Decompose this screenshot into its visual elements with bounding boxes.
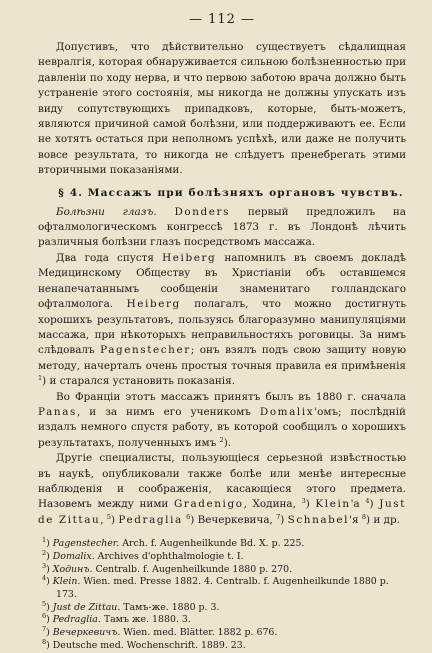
author-heiberg: Heiberg — [162, 251, 217, 264]
footnote-author: Pedraglia. — [52, 614, 101, 626]
footnote-author: Ходинъ. — [52, 563, 93, 575]
paragraph-text: ) и старался установить показанія. — [42, 375, 235, 388]
footnote-text: Тамъ же. 1880. 3. — [100, 614, 191, 626]
footnote-number: 4 — [42, 574, 47, 583]
author-pedraglia: Pedraglia — [118, 513, 183, 526]
footnote-text: Archives d'ophthalmologie t. I. — [94, 550, 244, 562]
footnote-ref: 8 — [361, 512, 366, 521]
paragraph-text: , и за нимъ его ученикомъ — [76, 405, 260, 418]
author-just-de-zittau: Just de Zittau — [38, 498, 406, 526]
footnote-author: Klein. — [52, 576, 81, 588]
paragraph-text: полагалъ, что можно достигнуть хорошихъ результатовъ, пользуясь благоразумно манипуляціями массажа, при нѣкоторыхъ неправильностяхъ роговицы. За нимъ слѣдовалъ — [38, 298, 407, 357]
paragraph-text: 'я — [349, 513, 362, 526]
footnotes — [38, 538, 406, 652]
paragraph-france — [38, 390, 406, 452]
footnote-number: 2 — [42, 548, 47, 557]
paragraph-text: Два года спустя — [56, 251, 163, 264]
paragraph-text: , Ходина, — [243, 498, 302, 511]
paragraph-text: ) — [111, 513, 119, 526]
footnote-text: Wien. med. Presse 1882. 4. Centralb. f. Augenheilkunde 1880 p. 173. — [56, 576, 389, 600]
footnote-number: 1 — [42, 536, 47, 545]
paragraph-text: Другіе специалисты, пользующіеся серьезной извѣстностью въ наукѣ, опубликовали также болѣе или менѣе интересные наблюденія и соображенія, касающіеся этого предмета. Назовемъ между ними — [38, 452, 406, 511]
footnote-number: 5 — [42, 599, 47, 608]
author-klein: Klein — [315, 498, 351, 511]
footnote-number: 3 — [42, 561, 47, 570]
author-pagenstecher: Pagenstecher — [100, 344, 191, 357]
footnote: $^7$) Вечеркевичъ. Wien. med. Blätter. 1882 p. 676. — [42, 625, 278, 639]
paragraph-text: 'а — [350, 498, 366, 511]
footnote-author: Just de Zittau. — [52, 601, 121, 613]
author-donders: Donders — [174, 205, 231, 218]
footnote-author: Pagenstecher. — [52, 538, 120, 550]
footnote-author: Domalix. — [52, 550, 95, 562]
footnote: $^6$) Pedraglia. Тамъ же. 1880. 3. — [42, 612, 191, 626]
paragraph-text: , — [100, 513, 107, 526]
footnote-ref: 3 — [301, 497, 306, 506]
author-domalix: Domalix — [259, 405, 315, 418]
paragraph-text: Во Франціи этотъ массажъ принятъ былъ въ 1880 г. сначала — [56, 390, 406, 403]
footnote-ref: 1 — [38, 374, 43, 383]
paragraph-text: ). — [223, 436, 232, 449]
footnote: $^1$) Pagenstecher. Arch. f. Augenheilkunde Bd. X. p. 225. — [42, 536, 305, 550]
footnote-ref: 6 — [186, 512, 191, 521]
footnote-ref: 4 — [365, 497, 370, 506]
paragraph-others — [38, 451, 406, 528]
footnote-ref: 5 — [106, 512, 112, 521]
page-number: — 112 — — [188, 12, 256, 27]
author-gradenigo: Gradenigo — [173, 498, 244, 511]
paragraph-sciatica: Допустивъ, что дѣйствительно существуетъ сѣдалищная невралгія, которая обнаруживается сильною болѣзненностью при давленіи по ходу нерва, и что первою заботою врача должно быть устраненіе этого состоянія, мы никогда не должны упускать изъ виду сопутствующихъ припадковъ, которые, быть-можетъ, являются причиной самой болѣзни, или поддерживаютъ ее. Если не хотятъ остаться при неполномъ успѣхѣ, или даже не получить вовсе результата, то никогда не слѣдуетъ пренебрегать этими вторичными показаніями. — [38, 41, 406, 177]
paragraph-heiberg — [38, 251, 406, 390]
paragraph-text: 'омъ; послѣдній издалъ немного спустя работу, въ которой сообщилъ о хорошихъ результатахъ, полученныхъ имъ — [38, 405, 406, 449]
footnote-ref: 7 — [276, 512, 281, 521]
paragraph-text: ; онъ взялъ подъ свою защиту новую методу, начерталъ очень простыя точныя правила ея примѣненія — [38, 344, 406, 372]
paragraph-text: ) Вечеркевича, — [190, 513, 277, 526]
footnote-author: Вечеркевичъ. — [52, 627, 121, 639]
footnote: $^2$) Domalix. Archives d'ophthalmologie t. I. — [42, 548, 244, 562]
paragraph-donders — [38, 205, 406, 251]
footnote: $^5$) Just de Zittau. Тамъ-же. 1880 p. 3. — [42, 599, 220, 613]
author-schnabel: Schnabel — [287, 513, 350, 526]
author-heiberg: Heiberg — [126, 298, 181, 311]
paragraph-text: ) и др. — [365, 513, 400, 526]
author-panas: Panas — [38, 405, 77, 418]
footnote: $^3$) Ходинъ. Centralb. f. Augenheilkunde 1880 p. 270. — [42, 561, 293, 575]
section-title: § 4. Массажъ при болѣзняхъ органовъ чувствъ. — [58, 186, 404, 199]
footnote-ref: 2 — [219, 435, 224, 444]
footnote-number: 6 — [42, 612, 47, 621]
footnote-text: Wien. med. Blätter. 1882 p. 676. — [120, 627, 278, 639]
footnote-number: 7 — [42, 625, 47, 634]
footnote-text: Тамъ-же. 1880 p. 3. — [120, 601, 220, 613]
footnote: $^4$) Klein. Wien. med. Presse 1882. 4. Centralb. f. Augenheilkunde 1880 p. 173. — [42, 574, 389, 600]
footnote-text: Centralb. f. Augenheilkunde 1880 p. 270. — [92, 563, 293, 575]
eye-diseases-heading: Болѣзни глазъ. — [56, 205, 157, 218]
paragraph-text: ) — [305, 498, 316, 511]
paragraph-text: ) — [369, 498, 380, 511]
paragraph-text: ) — [280, 513, 288, 526]
paragraph-text: первый предложилъ на офталмологическомъ конгрессѣ 1873 г. въ Лондонѣ лѣчить различныя болѣзни глазъ посредствомъ массажа. — [38, 205, 406, 249]
footnote-text: Deutsche med. Wochenschrift. 1889. 23. — [52, 639, 246, 651]
footnote: $^8$) Deutsche med. Wochenschrift. 1889. 23. — [42, 637, 246, 651]
footnote-number: 8 — [42, 637, 47, 646]
paragraph-text: напомнилъ въ своемъ докладѣ Медицинскому Обществу въ Христіаніи объ оставшемся ненапечатаннымъ сообщеніи знаменитаго голландскаго офталмолога. — [38, 251, 406, 311]
footnote-text: Arch. f. Augenheilkunde Bd. X. p. 225. — [119, 538, 305, 550]
